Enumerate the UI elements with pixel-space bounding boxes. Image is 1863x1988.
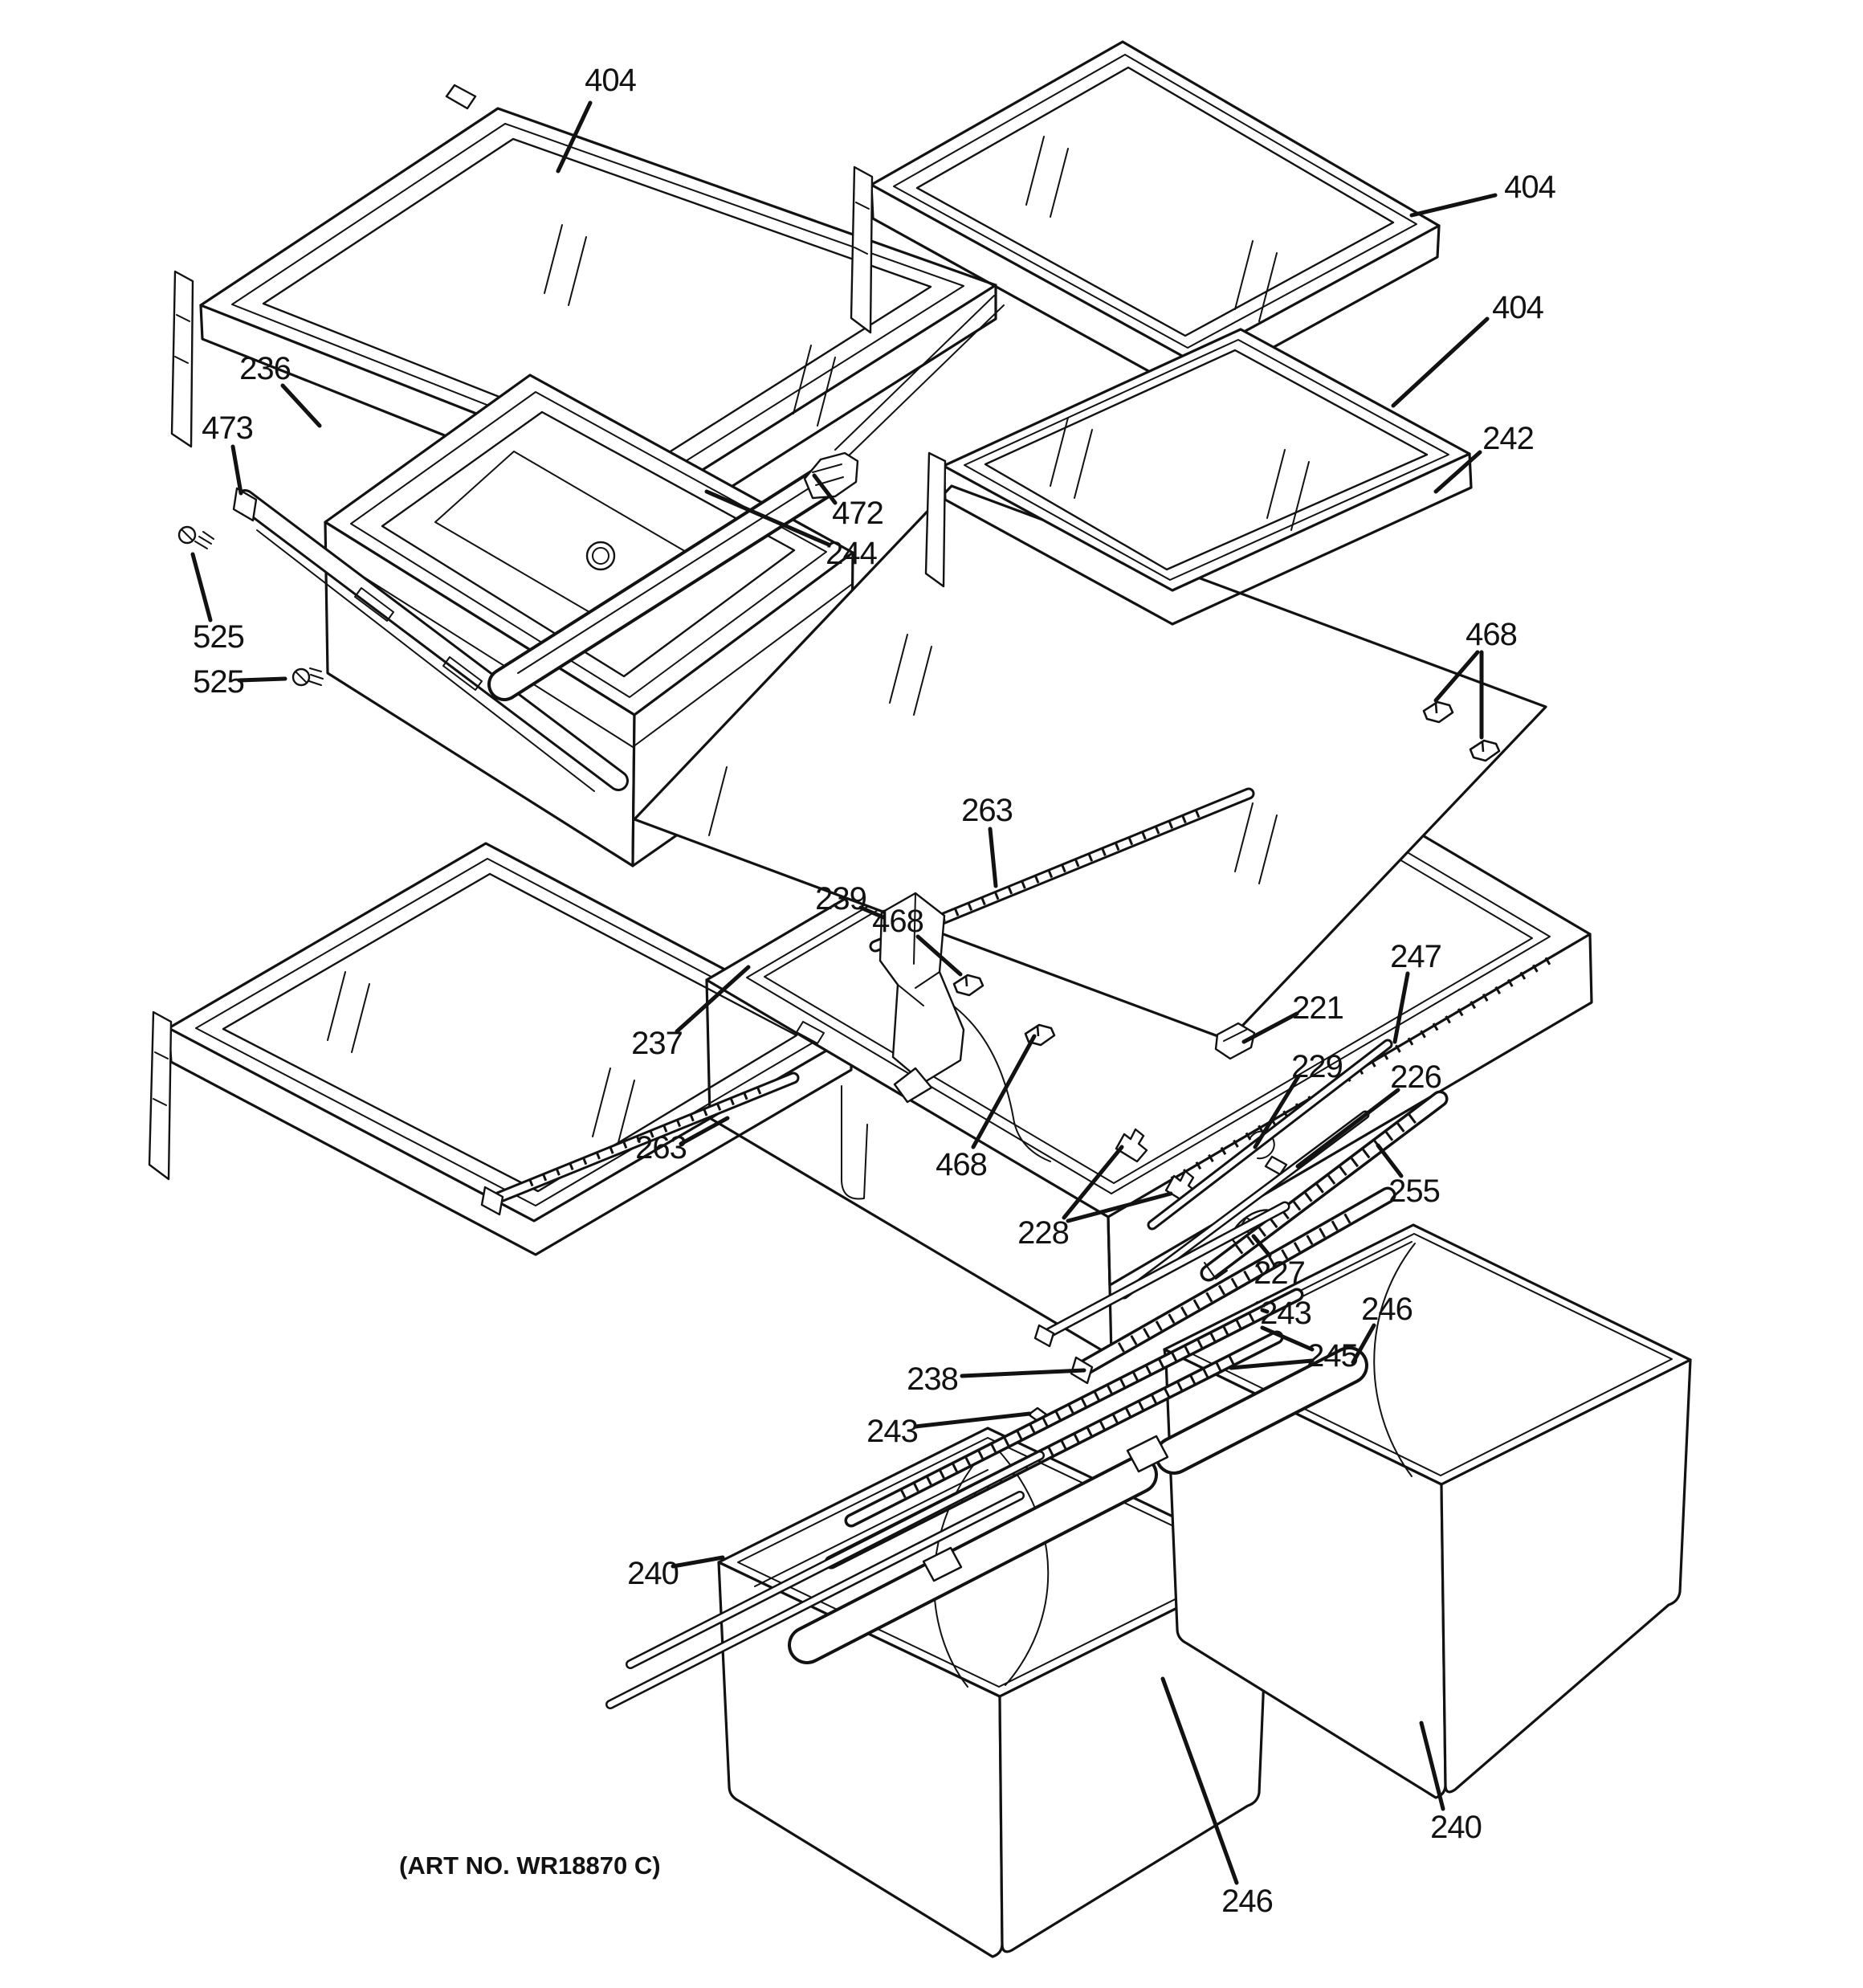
glass-shelf-top-right — [851, 42, 1439, 394]
part-label-227: 227 — [1254, 1255, 1305, 1291]
part-label-239: 239 — [815, 881, 866, 916]
leader-line-473 — [233, 447, 241, 493]
shelf-bracket — [149, 1012, 171, 1179]
part-label-221: 221 — [1292, 990, 1343, 1026]
part-label-237: 237 — [631, 1026, 683, 1061]
leader-line-404 — [1393, 319, 1487, 406]
part-label-240: 240 — [627, 1556, 679, 1591]
screw-525-a — [179, 527, 214, 549]
leader-line-240 — [673, 1557, 723, 1566]
part-label-236: 236 — [239, 351, 291, 386]
part-label-246: 246 — [1221, 1884, 1273, 1919]
part-label-226: 226 — [1390, 1059, 1441, 1095]
leader-line-404 — [1412, 195, 1495, 215]
part-label-404: 404 — [1504, 169, 1555, 205]
shelf-bracket — [926, 453, 945, 586]
part-label-245: 245 — [1307, 1338, 1358, 1374]
part-label-263: 263 — [635, 1130, 687, 1165]
part-label-525: 525 — [193, 664, 244, 700]
screw-525-b — [293, 668, 323, 685]
part-label-404: 404 — [585, 63, 636, 98]
leader-line-525 — [193, 554, 210, 620]
part-label-242: 242 — [1482, 421, 1534, 456]
leader-line-525 — [239, 679, 285, 680]
part-label-243: 243 — [1260, 1296, 1311, 1331]
part-label-468: 468 — [936, 1147, 987, 1182]
shelf-bracket — [851, 167, 872, 333]
part-label-468: 468 — [872, 904, 923, 939]
part-label-228: 228 — [1017, 1215, 1069, 1251]
part-label-246: 246 — [1361, 1292, 1413, 1327]
leader-line-238 — [962, 1370, 1084, 1376]
art-number: (ART NO. WR18870 C) — [399, 1851, 661, 1880]
part-label-468: 468 — [1466, 617, 1517, 652]
part-label-247: 247 — [1390, 939, 1441, 974]
leader-line-243 — [915, 1414, 1029, 1427]
part-label-263: 263 — [961, 793, 1013, 828]
part-label-525: 525 — [193, 619, 244, 655]
part-label-255: 255 — [1388, 1174, 1440, 1209]
finger-hole — [587, 542, 614, 569]
shelf-bracket — [172, 271, 193, 447]
leader-line-236 — [283, 386, 320, 426]
part-label-472: 472 — [832, 496, 883, 531]
part-label-243: 243 — [866, 1414, 918, 1449]
part-label-473: 473 — [202, 410, 253, 446]
part-label-229: 229 — [1291, 1049, 1343, 1084]
part-label-238: 238 — [907, 1361, 958, 1397]
part-label-244: 244 — [826, 536, 877, 571]
part-label-240: 240 — [1430, 1810, 1482, 1845]
leader-line-255 — [1378, 1145, 1401, 1176]
part-label-404: 404 — [1492, 290, 1543, 325]
